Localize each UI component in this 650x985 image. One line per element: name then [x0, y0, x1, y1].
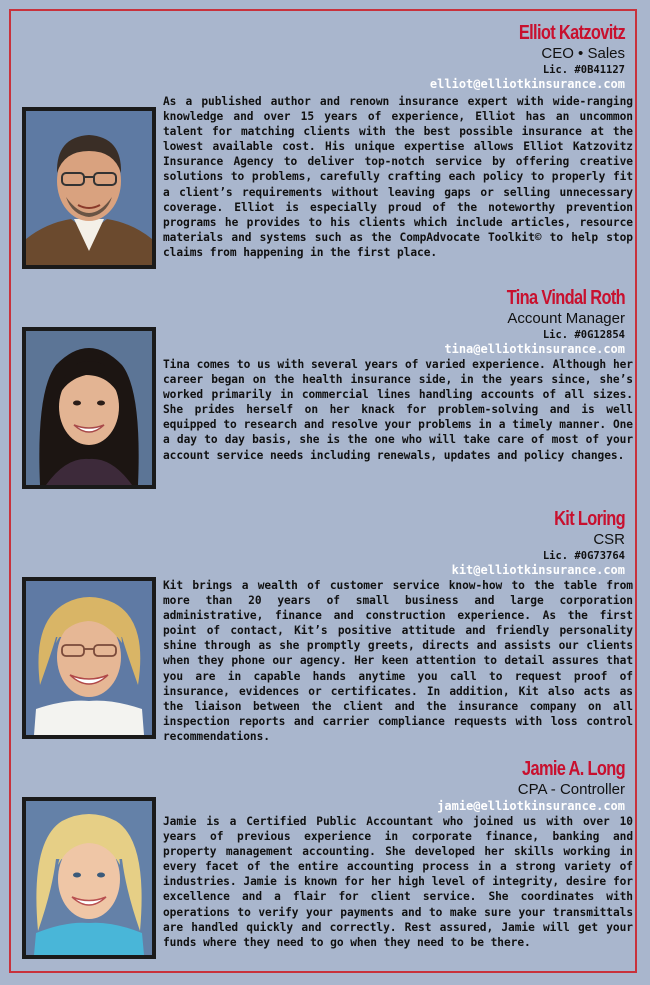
member-photo-kit: [22, 577, 156, 739]
member-email-link[interactable]: elliot@elliotkinsurance.com: [429, 77, 625, 91]
member-email-link[interactable]: kit@elliotkinsurance.com: [451, 563, 625, 577]
member-license: Lic. #0G73764: [542, 550, 625, 562]
team-page-frame: [9, 9, 637, 973]
member-header: [11, 507, 635, 577]
member-name: Elliot Katzovitz: [518, 22, 625, 44]
member-photo-tina: [22, 327, 156, 489]
member-email-link[interactable]: tina@elliotkinsurance.com: [444, 342, 625, 356]
member-bio: Jamie is a Certified Public Accountant who joined us with over 10 years of previous experience in corporate finance, banking and property management accounting. She developed her skills working in every facet of the entire accounting process in a strong variety of industries. Jamie is known for her high level of integrity, desire for excellence and a flair for client service. She coordinates with operations to verify your payments and to make sure your transmittals are handled quickly and correctly. Rest assured, Jamie will get your funds where they need to go when they need to be there.: [163, 815, 633, 949]
member-photo-elliot: [22, 107, 156, 269]
member-header: [11, 21, 635, 91]
member-license: Lic. #0B41127: [542, 64, 625, 76]
team-member-elliot: [11, 21, 635, 91]
member-title: Account Manager: [507, 310, 625, 327]
member-title: CPA - Controller: [517, 781, 625, 798]
member-bio: Kit brings a wealth of customer service know-how to the table from more than 20 years of small business and large corporation administrative, finance and construction experience. As the first point of contact, Kit’s positive attitude and friendly personality shine through as she promptly greets, directs and assists our clients when they phone our agency. Her keen attention to detail assures that you are in capable hands anytime you call to request proof of insurance, evidences or certificates. In addition, Kit also acts as the liaison between the client and the insurance company on all inspection reports and carrier compliance requests with loss control recommendations.: [163, 579, 633, 743]
member-bio: As a published author and renown insurance expert with wide-ranging knowledge and over 15 years of experience, Elliot has an uncommon talent for matching clients with the best possible insurance at the lowest available cost. His unique expertise allows Elliot Katzovitz Insurance Agency to deliver top-notch service by offering creative solutions to problems, carefully crafting each policy to properly fit a client’s requirements without leaving gaps or selling unnecessary coverage. Elliot is especially proud of the noteworthy prevention programs he provides to his clients which include articles, resource materials and systems such as the CompAdvocate Toolkit© to help stop claims from happening in the first place.: [163, 95, 633, 259]
member-name: Tina Vindal Roth: [506, 287, 625, 309]
member-name: Jamie A. Long: [522, 758, 625, 780]
member-license: Lic. #0G12854: [542, 329, 625, 341]
member-bio: Tina comes to us with several years of varied experience. Although her career began on the health insurance side, in the years since, she’s worked primarily in commercial lines handling accounts of all sizes. She prides herself on her knack for problem-solving and is well equipped to research and resolve your problems in a timely manner. One a day to day basis, she is the one who will take care of most of your account service needs including renewals, updates and policy changes.: [163, 358, 633, 462]
member-photo-jamie: [22, 797, 156, 959]
team-member-kit: [11, 507, 635, 577]
member-title: CEO • Sales: [541, 45, 625, 62]
member-email-link[interactable]: jamie@elliotkinsurance.com: [437, 799, 625, 813]
member-title: CSR: [593, 531, 625, 548]
member-name: Kit Loring: [554, 508, 625, 530]
